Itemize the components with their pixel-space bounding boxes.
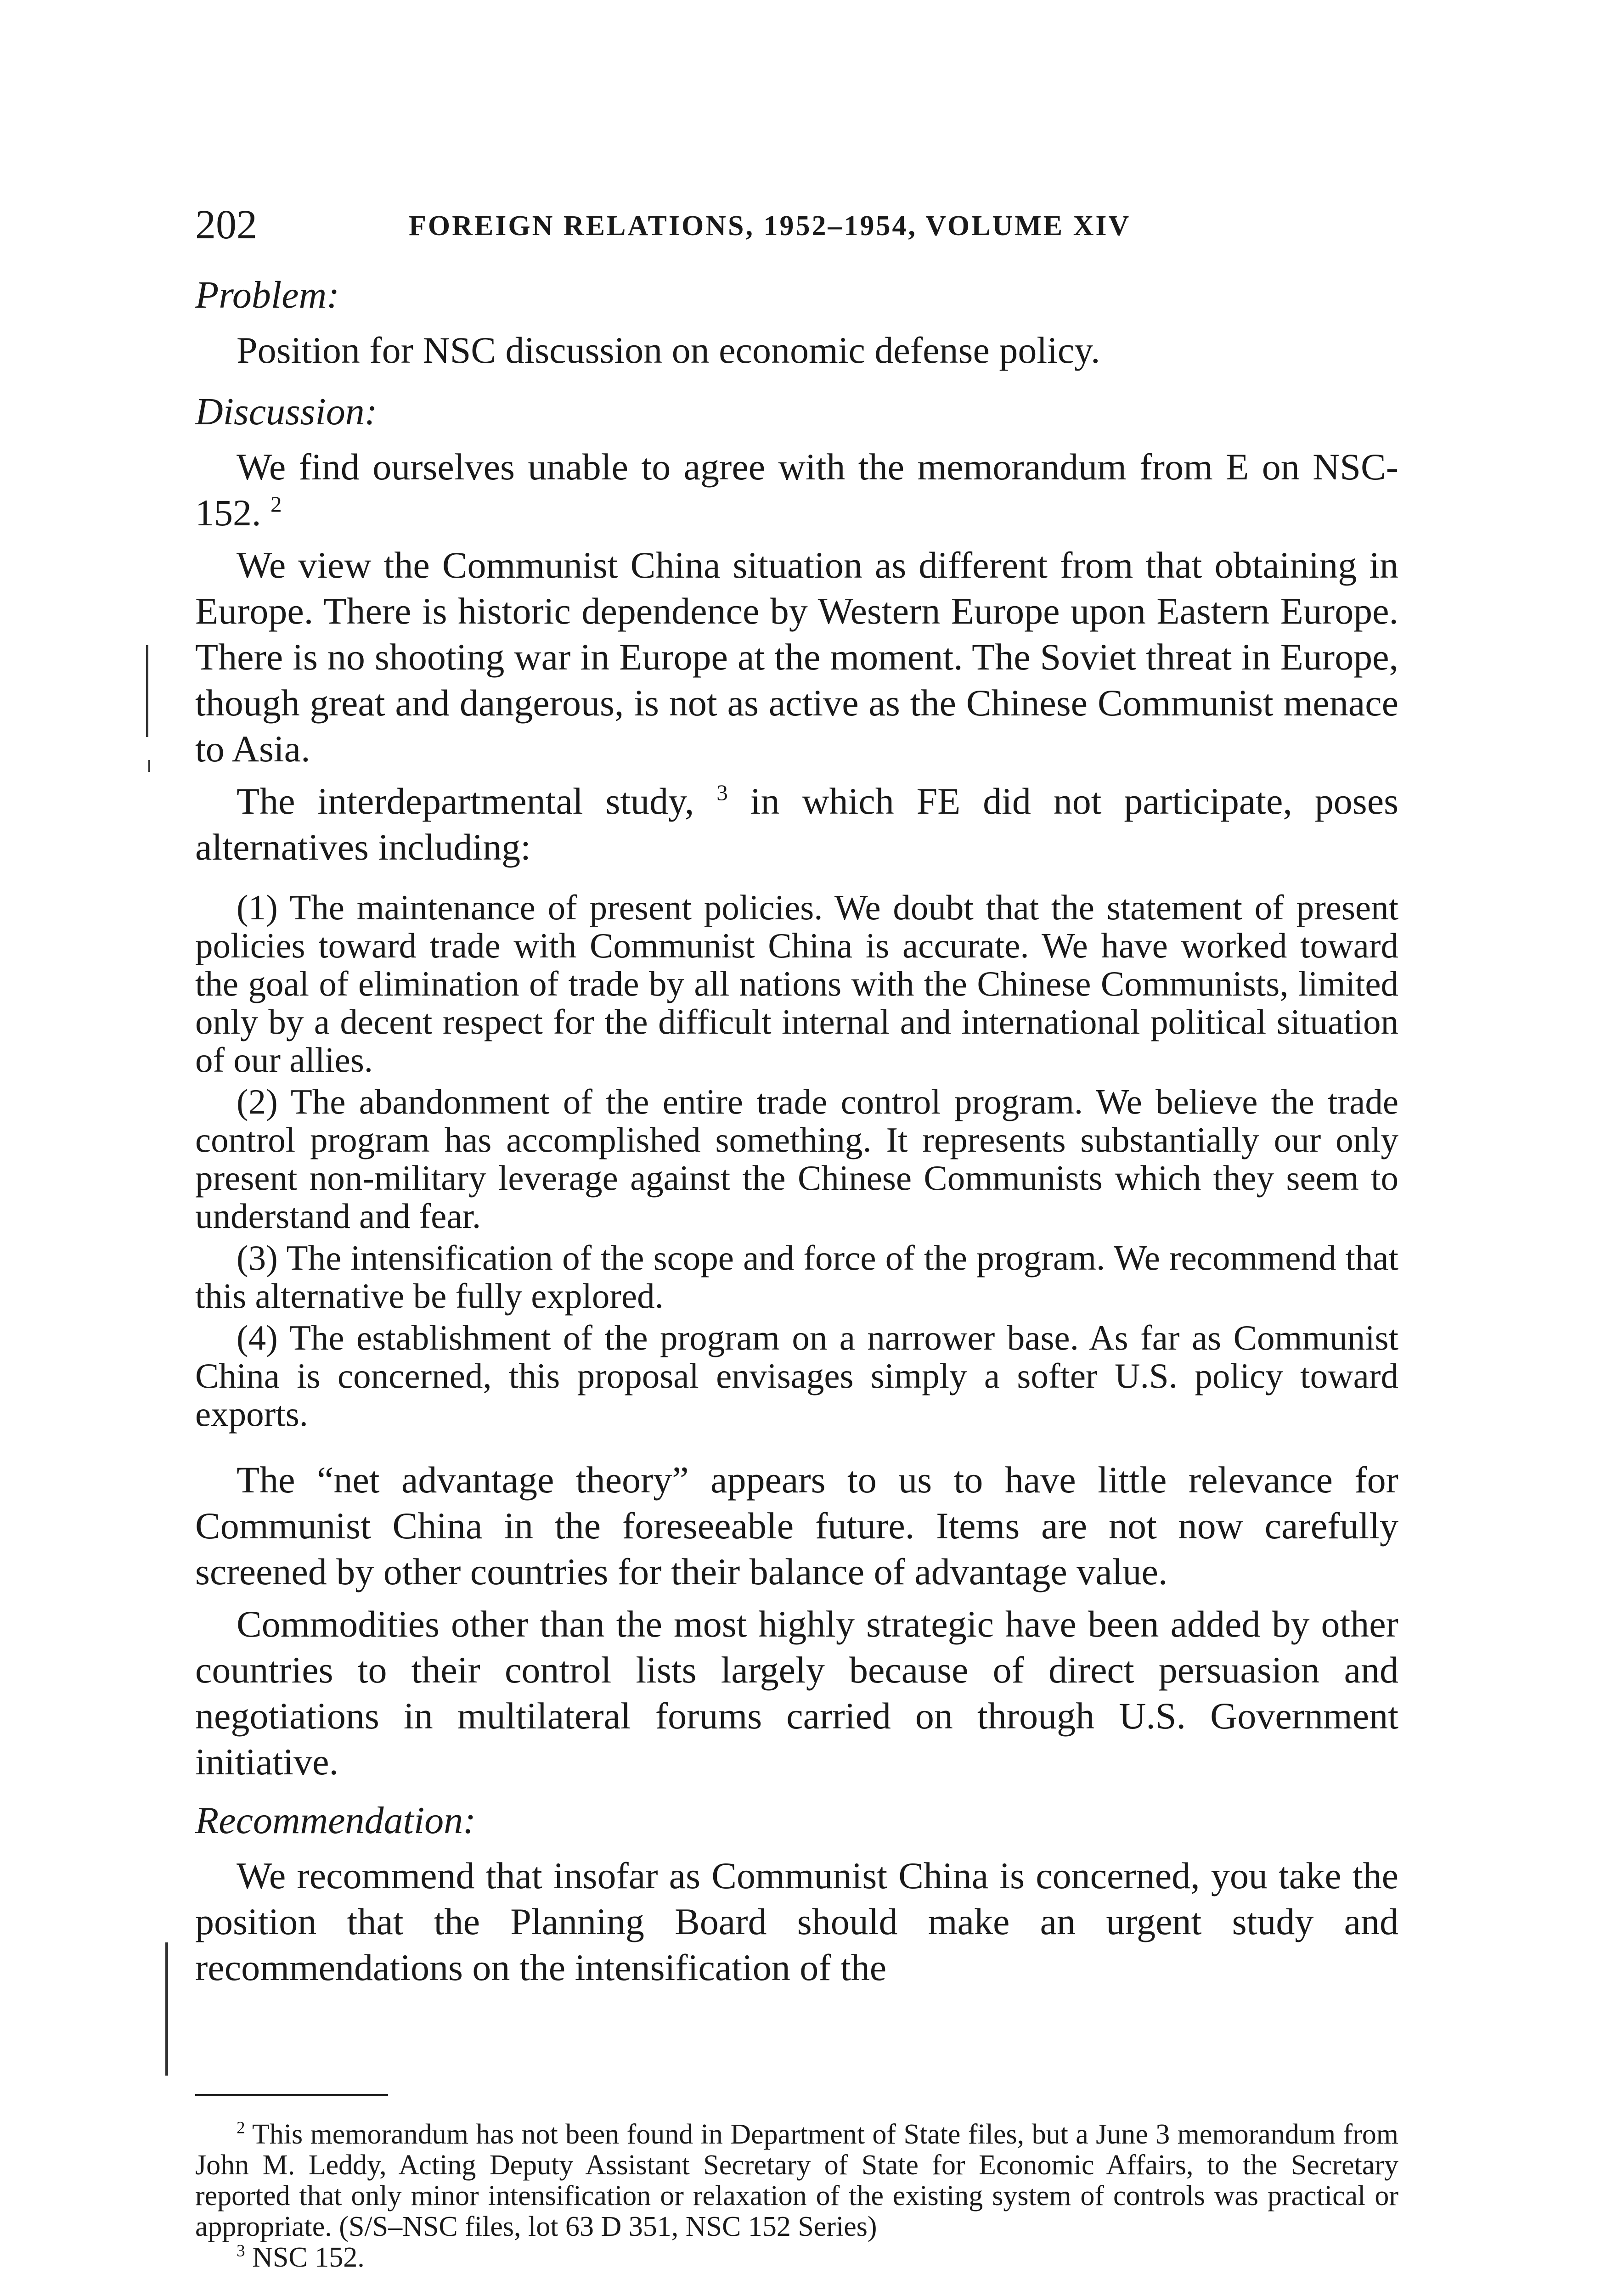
footnote-3 [195, 2242, 1398, 2273]
discussion-heading: Discussion: [195, 390, 378, 433]
margin-mark-discussion-tick [148, 760, 150, 772]
footnote-marker-2: 2 [237, 2118, 245, 2138]
alternative-item: (4) The establishment of the program on a narrower base. As far as Communist China is concerned, this proposal envisages simply a softer U.S. policy toward exports. [195, 1318, 1398, 1434]
footnote-marker-3: 3 [237, 2241, 245, 2261]
discussion-paragraph-5: Commodities other than the most highly strategic have been added by other countries to their control lists largely because of direct persuasion and negotiations in multilateral forums carried on through U.S. Government initiative. [195, 1603, 1398, 1783]
margin-mark-discussion [146, 645, 148, 737]
footnote-2 [195, 2119, 1398, 2242]
alternative-item: (3) The intensification of the scope and force of the program. We recommend that this alternative be fully explored. [195, 1238, 1398, 1316]
discussion-paragraph-1 [195, 444, 1398, 536]
footnotes [195, 2119, 1398, 2273]
recommendation-heading: Recommendation: [195, 1799, 476, 1842]
discussion-paragraph-3-after: in which FE did not participate, poses alternatives including: [195, 780, 1398, 868]
page-number: 202 [195, 202, 257, 248]
main-text [195, 273, 1398, 1997]
recommendation-text: We recommend that insofar as Communist China is concerned, you take the position that the Planning Board should make an urgent study and recommendations on the intensification of the [195, 1855, 1398, 1988]
footnote-text-3: NSC 152. [252, 2242, 365, 2273]
footnote-ref-2: 2 [271, 491, 282, 517]
discussion-paragraph-3-before: The interdepartmental study, [237, 780, 694, 822]
discussion-paragraph-1-text: We find ourselves unable to agree with the memorandum from E on NSC-152. [195, 446, 1398, 534]
discussion-paragraph-3 [195, 778, 1398, 870]
problem-text: Position for NSC discussion on economic defense policy. [237, 329, 1100, 371]
alternatives-list [195, 889, 1398, 1433]
running-title: FOREIGN RELATIONS, 1952–1954, VOLUME XIV [409, 210, 1131, 242]
problem-heading: Problem: [195, 274, 340, 316]
page-header [195, 197, 1389, 253]
footnote-divider [195, 2094, 388, 2096]
discussion-paragraph-4: The “net advantage theory” appears to us to have little relevance for Communist China in the foreseeable future. Items are not now carefully screened by other countries for their balance of advantage value. [195, 1459, 1398, 1593]
footnote-ref-3: 3 [716, 780, 728, 805]
discussion-paragraph-2: We view the Communist China situation as different from that obtaining in Europe. There is historic dependence by Western Europe upon Eastern Europe. There is no shooting war in Europe at the moment. The Soviet threat in Europe, though great and dangerous, is not as active as the Chinese Communist menace to Asia. [195, 544, 1398, 770]
alternative-item: (2) The abandonment of the entire trade control program. We believe the trade control program has accomplished something. It represents substantially our only present non-military leverage against the Chinese Communists which they seem to understand and fear. [195, 1082, 1398, 1236]
alternative-item: (1) The maintenance of present policies. We doubt that the statement of present policies toward trade with Communist China is accurate. We have worked toward the goal of elimination of trade by all nations with the Chinese Communists, limited only by a decent respect for the difficult internal and international political situation of our allies. [195, 888, 1398, 1080]
footnote-text-2: This memorandum has not been found in Department of State files, but a June 3 memorandum from John M. Leddy, Acting Deputy Assistant Secretary of State for Economic Affairs, to the Secretary reported that only minor intensification or relaxation of the existing system of controls was practical or appropriate. (S/S–NSC files, lot 63 D 351, NSC 152 Series) [195, 2119, 1398, 2242]
margin-mark-recommendation [165, 1942, 168, 2076]
